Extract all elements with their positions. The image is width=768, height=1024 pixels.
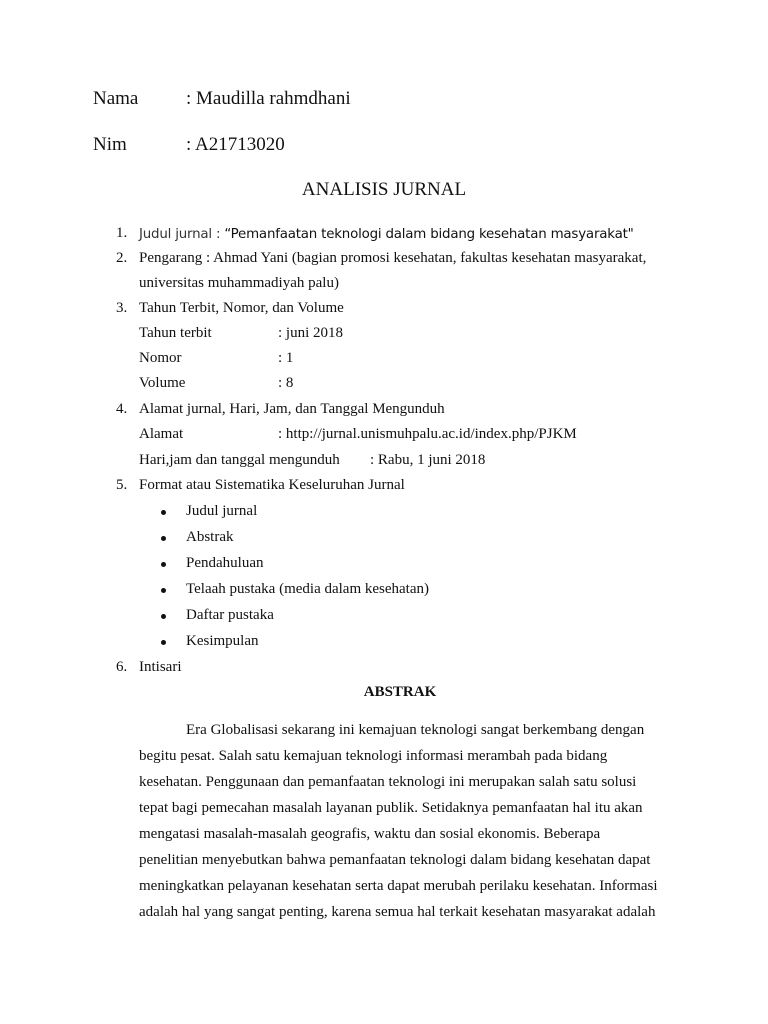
bullet-item-daftar: Daftar pustaka xyxy=(186,607,274,623)
abstrak-line: penelitian menyebutkan bahwa pemanfaatan teknologi dalam bidang kesehatan dapat xyxy=(139,852,651,868)
abstrak-line: meningkatkan pelayanan kesehatan serta dapat merubah perilaku kesehatan. Informasi xyxy=(139,878,658,894)
item-5-text: Format atau Sistematika Keseluruhan Jurnal xyxy=(139,477,405,493)
item-number-1: 1. xyxy=(116,225,128,241)
item-number-3: 3. xyxy=(116,300,128,316)
item-4-text: Alamat jurnal, Hari, Jam, dan Tanggal Mengunduh xyxy=(139,401,445,417)
abstrak-line: begitu pesat. Salah satu kemajuan teknologi informasi merambah pada bidang xyxy=(139,748,608,764)
name-value: : Maudilla rahmdhani xyxy=(186,88,351,109)
abstrak-line: mengatasi masalah-masalah geografis, waktu dan sosial ekonomis. Beberapa xyxy=(139,826,601,842)
alamat-value: : http://jurnal.unismuhpalu.ac.id/index.php/PJKM xyxy=(278,426,577,442)
name-label: Nama xyxy=(93,88,139,109)
nomor-label: Nomor xyxy=(139,350,182,366)
abstrak-line: tepat bagi pemecahan masalah layanan publik. Setidaknya pemanfaatan hal itu akan xyxy=(139,800,643,816)
item-2-line-1: Pengarang : Ahmad Yani (bagian promosi kesehatan, fakultas kesehatan masyarakat, xyxy=(139,250,647,266)
item-1-text: “Pemanfaatan teknologi dalam bidang kesehatan masyarakat" xyxy=(224,227,634,242)
bullet-icon xyxy=(161,588,166,593)
hari-value: : Rabu, 1 juni 2018 xyxy=(370,452,486,468)
bullet-icon xyxy=(161,536,166,541)
nomor-value: : 1 xyxy=(278,350,294,366)
item-number-2: 2. xyxy=(116,250,128,266)
item-2-line-2: universitas muhammadiyah palu) xyxy=(139,275,339,291)
item-3-text: Tahun Terbit, Nomor, dan Volume xyxy=(139,300,344,316)
alamat-label: Alamat xyxy=(139,426,184,442)
item-1-line xyxy=(139,225,634,243)
item-number-5: 5. xyxy=(116,477,128,493)
hari-label: Hari,jam dan tanggal mengunduh xyxy=(139,452,340,468)
item-number-6: 6. xyxy=(116,659,128,675)
bullet-icon xyxy=(161,510,166,515)
bullet-item-kesimpulan: Kesimpulan xyxy=(186,633,259,649)
volume-value: : 8 xyxy=(278,375,294,391)
volume-label: Volume xyxy=(139,375,186,391)
item-number-4: 4. xyxy=(116,401,128,417)
bullet-item-telaah: Telaah pustaka (media dalam kesehatan) xyxy=(186,581,430,597)
bullet-icon xyxy=(161,640,166,645)
bullet-item-abstrak: Abstrak xyxy=(186,529,234,545)
item-6-text: Intisari xyxy=(139,659,182,675)
bullet-item-judul: Judul jurnal xyxy=(186,503,258,519)
bullet-icon xyxy=(161,614,166,619)
abstrak-heading: ABSTRAK xyxy=(363,684,437,700)
tahun-terbit-value: : juni 2018 xyxy=(278,325,344,341)
tahun-terbit-label: Tahun terbit xyxy=(139,325,212,341)
bullet-icon xyxy=(161,562,166,567)
page-title: ANALISIS JURNAL xyxy=(301,179,467,200)
nim-label: Nim xyxy=(93,134,127,155)
abstrak-line: adalah hal yang sangat penting, karena semua hal terkait kesehatan masyarakat adalah xyxy=(139,904,656,920)
bullet-item-pendahuluan: Pendahuluan xyxy=(186,555,264,571)
item-1-prefix: Judul jurnal : xyxy=(139,227,225,242)
abstrak-line: kesehatan. Penggunaan dan pemanfaatan teknologi ini merupakan salah satu solusi xyxy=(139,774,637,790)
abstrak-line: Era Globalisasi sekarang ini kemajuan teknologi sangat berkembang dengan xyxy=(186,722,645,738)
nim-value: : A21713020 xyxy=(186,134,285,155)
